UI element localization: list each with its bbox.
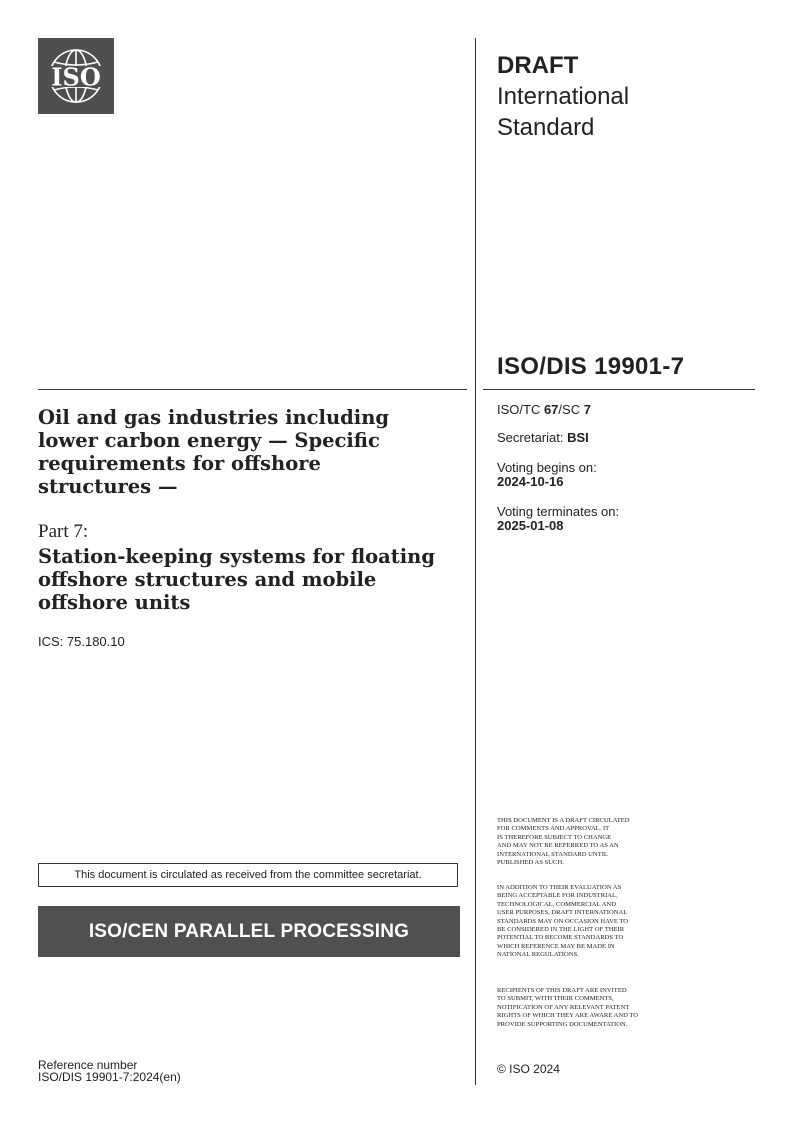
circulation-notice: This document is circulated as received from the committee secretariat. — [38, 863, 458, 887]
voting-begins-label: Voting begins on: — [497, 460, 597, 475]
part-title-line: offshore units — [38, 591, 191, 614]
doc-type-line: Standard — [497, 114, 595, 141]
voting-terminates-date: 2025-01-08 — [497, 518, 564, 533]
voting-terminates-label: Voting terminates on: — [497, 504, 620, 519]
divider-left — [38, 389, 467, 390]
vertical-divider — [475, 38, 476, 1085]
part-title-line: Station-keeping systems for floating — [38, 545, 435, 568]
title-line: Oil and gas industries including — [38, 406, 389, 429]
reference-value: ISO/DIS 19901-7:2024(en) — [38, 1070, 181, 1084]
disclaimer-evaluation: IN ADDITION TO THEIR EVALUATION AS BEING ACCEPTABLE FOR INDUSTRIAL, TECHNOLOGICAL, COMMERCIAL AND USER PURPOSES, DRAFT INTERNATIONAL STANDARDS MAY ON OCCASION HAVE TO BE CONSIDERED IN THE LIGHT OF THEIR POTENTIAL TO BECOME STANDARDS TO WHICH REFERENCE MAY BE MADE IN NATIONAL REGULATIONS. — [497, 884, 629, 959]
standard-number: ISO/DIS 19901-7 — [497, 353, 685, 380]
secretariat: Secretariat: BSI — [497, 430, 589, 445]
document-title — [38, 406, 458, 498]
title-line: lower carbon energy — Specific — [38, 429, 380, 452]
iso-globe-icon — [38, 38, 114, 114]
disclaimer-draft: THIS DOCUMENT IS A DRAFT CIRCULATED FOR COMMENTS AND APPROVAL. IT IS THEREFORE SUBJECT TO CHANGE AND MAY NOT BE REFERRED TO AS AN INTERNATIONAL STANDARD UNTIL PUBLISHED AS SUCH. — [497, 817, 630, 867]
voting-terminates — [497, 505, 619, 533]
draft-label: DRAFT — [497, 52, 579, 79]
voting-begins-date: 2024-10-16 — [497, 474, 564, 489]
reference-label: Reference number — [38, 1058, 138, 1072]
svg-text:ISO: ISO — [51, 62, 101, 92]
divider-right — [483, 389, 755, 390]
reference-number — [38, 1059, 181, 1083]
parallel-processing-banner: ISO/CEN PARALLEL PROCESSING — [38, 906, 460, 957]
iso-logo — [38, 38, 114, 114]
title-line: structures — — [38, 475, 178, 498]
copyright: © ISO 2024 — [497, 1062, 560, 1076]
title-line: requirements for offshore — [38, 452, 321, 475]
doc-type-line: International — [497, 83, 630, 110]
part-label: Part 7: — [38, 521, 89, 542]
voting-begins — [497, 461, 597, 489]
part-title-line: offshore structures and mobile — [38, 568, 377, 591]
ics-code: ICS: 75.180.10 — [38, 634, 125, 649]
part-title — [38, 545, 463, 614]
committee: ISO/TC 67/SC 7 — [497, 402, 591, 417]
disclaimer-recipients: RECIPIENTS OF THIS DRAFT ARE INVITED TO SUBMIT, WITH THEIR COMMENTS, NOTIFICATION OF ANY RELEVANT PATENT RIGHTS OF WHICH THEY ARE AWARE AND TO PROVIDE SUPPORTING DOCUMENTATION. — [497, 987, 639, 1028]
doc-type — [497, 81, 629, 143]
